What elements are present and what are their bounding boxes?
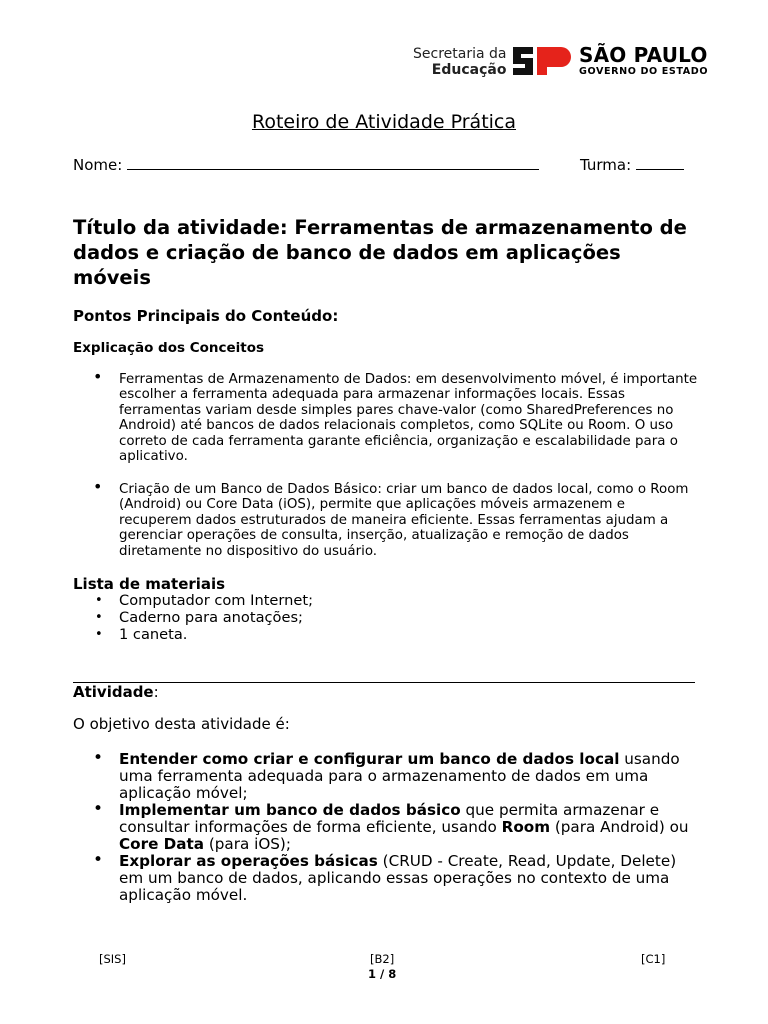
objective-text: (para iOS); — [204, 835, 291, 854]
footer-right: [C1] — [641, 952, 666, 966]
objective-bold: Explorar as operações básicas — [119, 852, 378, 870]
secretaria-logo-text — [413, 46, 506, 78]
bullet-icon: • — [93, 799, 104, 819]
atividade-heading — [73, 683, 159, 701]
objective-intro: O objetivo desta atividade é: — [73, 715, 290, 733]
secretaria-label: Secretaria da — [413, 46, 507, 62]
atividade-label: Atividade — [73, 683, 154, 701]
materials-heading: Lista de materiais — [73, 575, 226, 593]
bullet-icon: • — [93, 367, 103, 386]
objective-bold: Implementar um banco de dados básico — [119, 801, 461, 819]
bullet-icon: • — [93, 748, 104, 768]
objective-item — [93, 748, 705, 803]
core-data-bold: Core Data — [119, 835, 205, 854]
educacao-label: Educação — [431, 62, 507, 78]
sao-paulo-label: SÃO PAULO — [579, 43, 708, 67]
concept-item — [93, 477, 699, 559]
bullet-icon: • — [93, 850, 104, 870]
material-text: 1 caneta. — [119, 626, 188, 643]
turma-field[interactable] — [580, 155, 684, 174]
footer-center: [B2] — [370, 952, 395, 966]
section-divider — [73, 682, 695, 683]
atividade-colon: : — [153, 683, 159, 701]
explicacao-heading: Explicação dos Conceitos — [73, 340, 265, 356]
objective-text: (CRUD - Create, Read, Update, Delete) em um banco de dados, aplicando essas operações no contexto de uma aplicação móvel. — [119, 852, 677, 905]
room-bold: Room — [501, 818, 551, 837]
objective-item — [93, 799, 705, 854]
objective-text: (para Android) ou — [550, 818, 689, 837]
turma-label: Turma: — [580, 156, 636, 174]
bullet-icon: • — [93, 477, 103, 496]
page-number: 1 / 8 — [368, 967, 397, 981]
material-text: Computador com Internet; — [119, 592, 314, 609]
objective-text: que permita armazenar e consultar informações de forma eficiente, usando — [119, 801, 660, 837]
material-text: Caderno para anotações; — [119, 609, 303, 626]
name-blank-line[interactable] — [127, 155, 539, 170]
sp-logo-icon — [511, 45, 573, 77]
concept-text: Ferramentas de Armazenamento de Dados: em desenvolvimento móvel, é importante escolher a ferramenta adequada para armazenar informações locais. Essas ferramentas variam desde simples pares chave-valor (como SharedPreferences no Android) até bancos de dados relacionais completos, como SQLite ou Room. O uso correto de cada ferramenta garante eficiência, organização e escalabilidade para o aplicativo. — [119, 372, 698, 465]
bullet-icon: • — [95, 610, 103, 625]
concept-text: Criação de um Banco de Dados Básico: criar um banco de dados local, como o Room (Android) ou Core Data (iOS), permite que aplicações móveis armazenem e recuperem dados estruturados de maneira eficiente. Essas ferramentas ajudam a gerenciar operações de consulta, inserção, atualização e remoção de dados diretamente no dispositivo do usuário. — [119, 482, 689, 559]
governo-label: GOVERNO DO ESTADO — [579, 66, 709, 77]
document-title: Roteiro de Atividade Prática — [251, 111, 517, 133]
objective-bold: Entender como criar e configurar um banco de dados local — [119, 750, 620, 768]
footer-left: [SIS] — [99, 952, 126, 966]
material-item — [95, 592, 314, 610]
objective-item — [93, 850, 705, 905]
material-item — [95, 609, 303, 627]
material-item — [95, 626, 188, 644]
name-field[interactable] — [73, 155, 539, 174]
concept-item — [93, 367, 699, 465]
name-label: Nome: — [73, 156, 128, 174]
activity-title: Título da atividade: Ferramentas de armazenamento de dados e criação de banco de dados em aplicações móveis — [73, 216, 687, 289]
bullet-icon: • — [95, 593, 103, 608]
pontos-heading: Pontos Principais do Conteúdo: — [73, 307, 339, 325]
bullet-icon: • — [95, 627, 103, 642]
objective-text: usando uma ferramenta adequada para o armazenamento de dados em uma aplicação móvel; — [119, 750, 680, 803]
turma-blank-line[interactable] — [636, 155, 684, 170]
